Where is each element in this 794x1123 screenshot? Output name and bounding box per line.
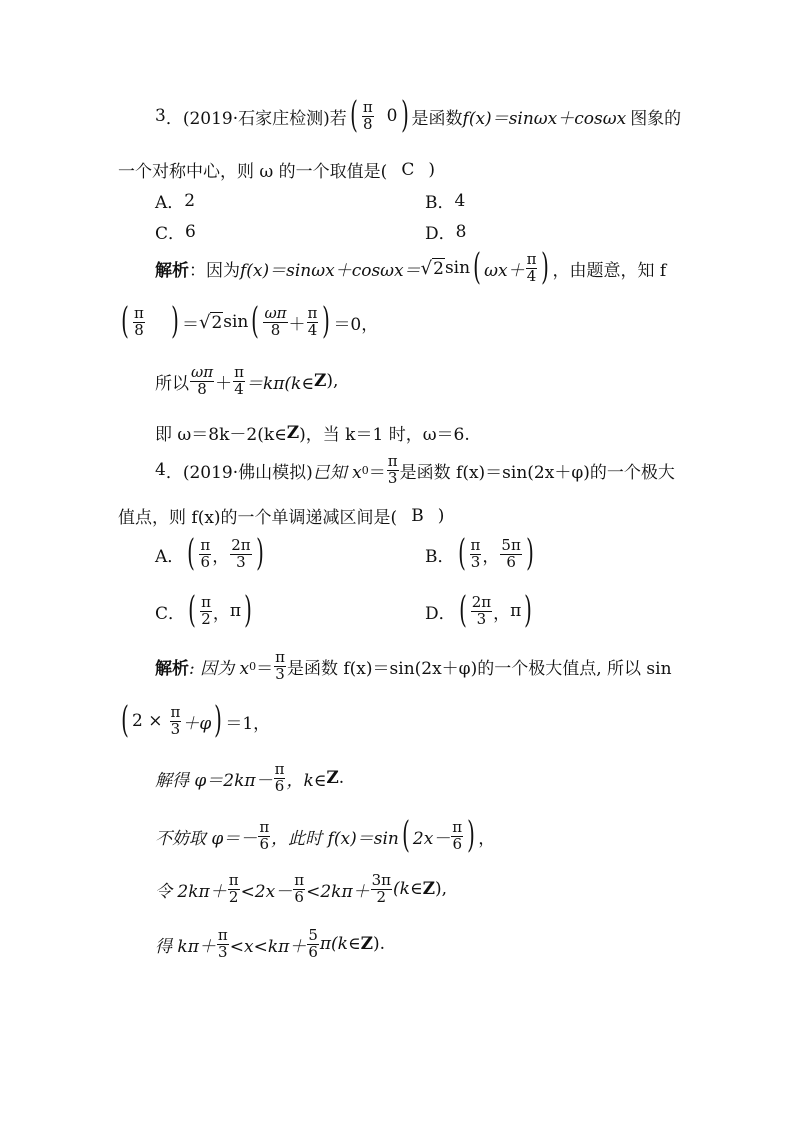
q4-answer: B <box>411 505 424 526</box>
q3-line2: 一个对称中心，则 ω 的一个取值是( C ) <box>118 159 435 182</box>
q4-line2: 值点，则 f(x)的一个单调递减区间是( B ) <box>118 505 445 528</box>
q3-option-a: A． 2 <box>155 190 196 213</box>
q4-source: (2019·佛山模拟) <box>182 462 313 483</box>
q3-answer: C <box>401 159 415 180</box>
q3-number: 3 <box>155 106 166 126</box>
q3-solution-label: 解析 <box>155 260 189 281</box>
q4-solution-line4: 不妨取 φ＝－ $\frac{\pi}{6}$ ，此时 f(x)＝sin ( 2x－ $\frac{\pi}{6}$ ) ， <box>155 815 496 856</box>
q4-option-b: B． ( $\frac{\pi}{3}$ ， $\frac{5\pi}{6}$ ) <box>425 533 534 574</box>
q4-option-d: D． ( $\frac{2\pi}{3}$ ， π ) <box>425 590 533 631</box>
q3-option-b: B． 4 <box>425 190 466 213</box>
q3-solution-line1: 解析 ：因为 f(x)＝sinωx＋cosωx＝ √ 2 sin ( ωx＋ $\frac{\pi}{4}$ ) ，由题意，知 f <box>155 247 667 288</box>
q3-solution-line4: 即 ω＝8k－2(k∈ Z )，当 k＝1 时，ω＝6. <box>155 422 470 445</box>
q3-option-d: D． 8 <box>425 221 467 244</box>
q3-solution-line2: ( $\frac{\pi}{8}$ ) ＝ √ 2 sin ( $\frac{\omega\pi}{8}$ ＋ $\frac{\pi}{4}$ ) ＝0， <box>121 301 379 342</box>
q4-line1: 4 ． (2019·佛山模拟) 已知 x 0 ＝ $\frac{\pi}{3}$ 是函数 f(x)＝sin(2x＋φ)的一个极大 <box>155 452 675 487</box>
q4-solution-label: 解析 <box>155 658 189 679</box>
q4-solution-line3: 解得 φ＝2kπ－ $\frac{\pi}{6}$ ，k∈ Z . <box>155 760 345 795</box>
q4-number: 4 <box>155 460 166 481</box>
q3-function: f(x)＝sinωx＋cosωx <box>462 108 627 129</box>
q4-solution-line1: 解析 : 因为 x 0 ＝ $\frac{\pi}{3}$ 是函数 f(x)＝sin(2x＋φ)的一个极大值点, 所以 sin <box>155 648 672 683</box>
q4-option-a: A． ( $\frac{\pi}{6}$ ， $\frac{2\pi}{3}$ ) <box>155 533 264 574</box>
q3-point: ( $\frac{\pi}{8}$ 0 ) <box>349 95 409 136</box>
q3-option-c: C． 6 <box>155 221 196 244</box>
q3-line1: 3 ． (2019·石家庄检测) 若 ( $\frac{\pi}{8}$ 0 ) 是函数 f(x)＝sinωx＋cosωx 图象的 <box>155 95 682 136</box>
q4-solution-line2: ( 2 × $\frac{\pi}{3}$ ＋φ ) ＝1， <box>121 700 271 741</box>
q4-solution-line6: 得 kπ＋ $\frac{\pi}{3}$ <x<kπ＋ $\frac{5}{6}$ π(k∈ Z ). <box>155 926 386 961</box>
q4-solution-line5: 令 2kπ＋ $\frac{\pi}{2}$ <2x－ $\frac{\pi}{6}$ <2kπ＋ $\frac{3\pi}{2}$ (k∈ Z ), <box>155 871 448 906</box>
q3-source: (2019·石家庄检测) <box>182 108 330 129</box>
q4-option-c: C． ( $\frac{\pi}{2}$ ， π ) <box>155 590 252 631</box>
q3-solution-line3: 所以 $\frac{\omega\pi}{8}$ ＋ $\frac{\pi}{4}$ ＝kπ(k∈ Z ), <box>155 363 339 398</box>
